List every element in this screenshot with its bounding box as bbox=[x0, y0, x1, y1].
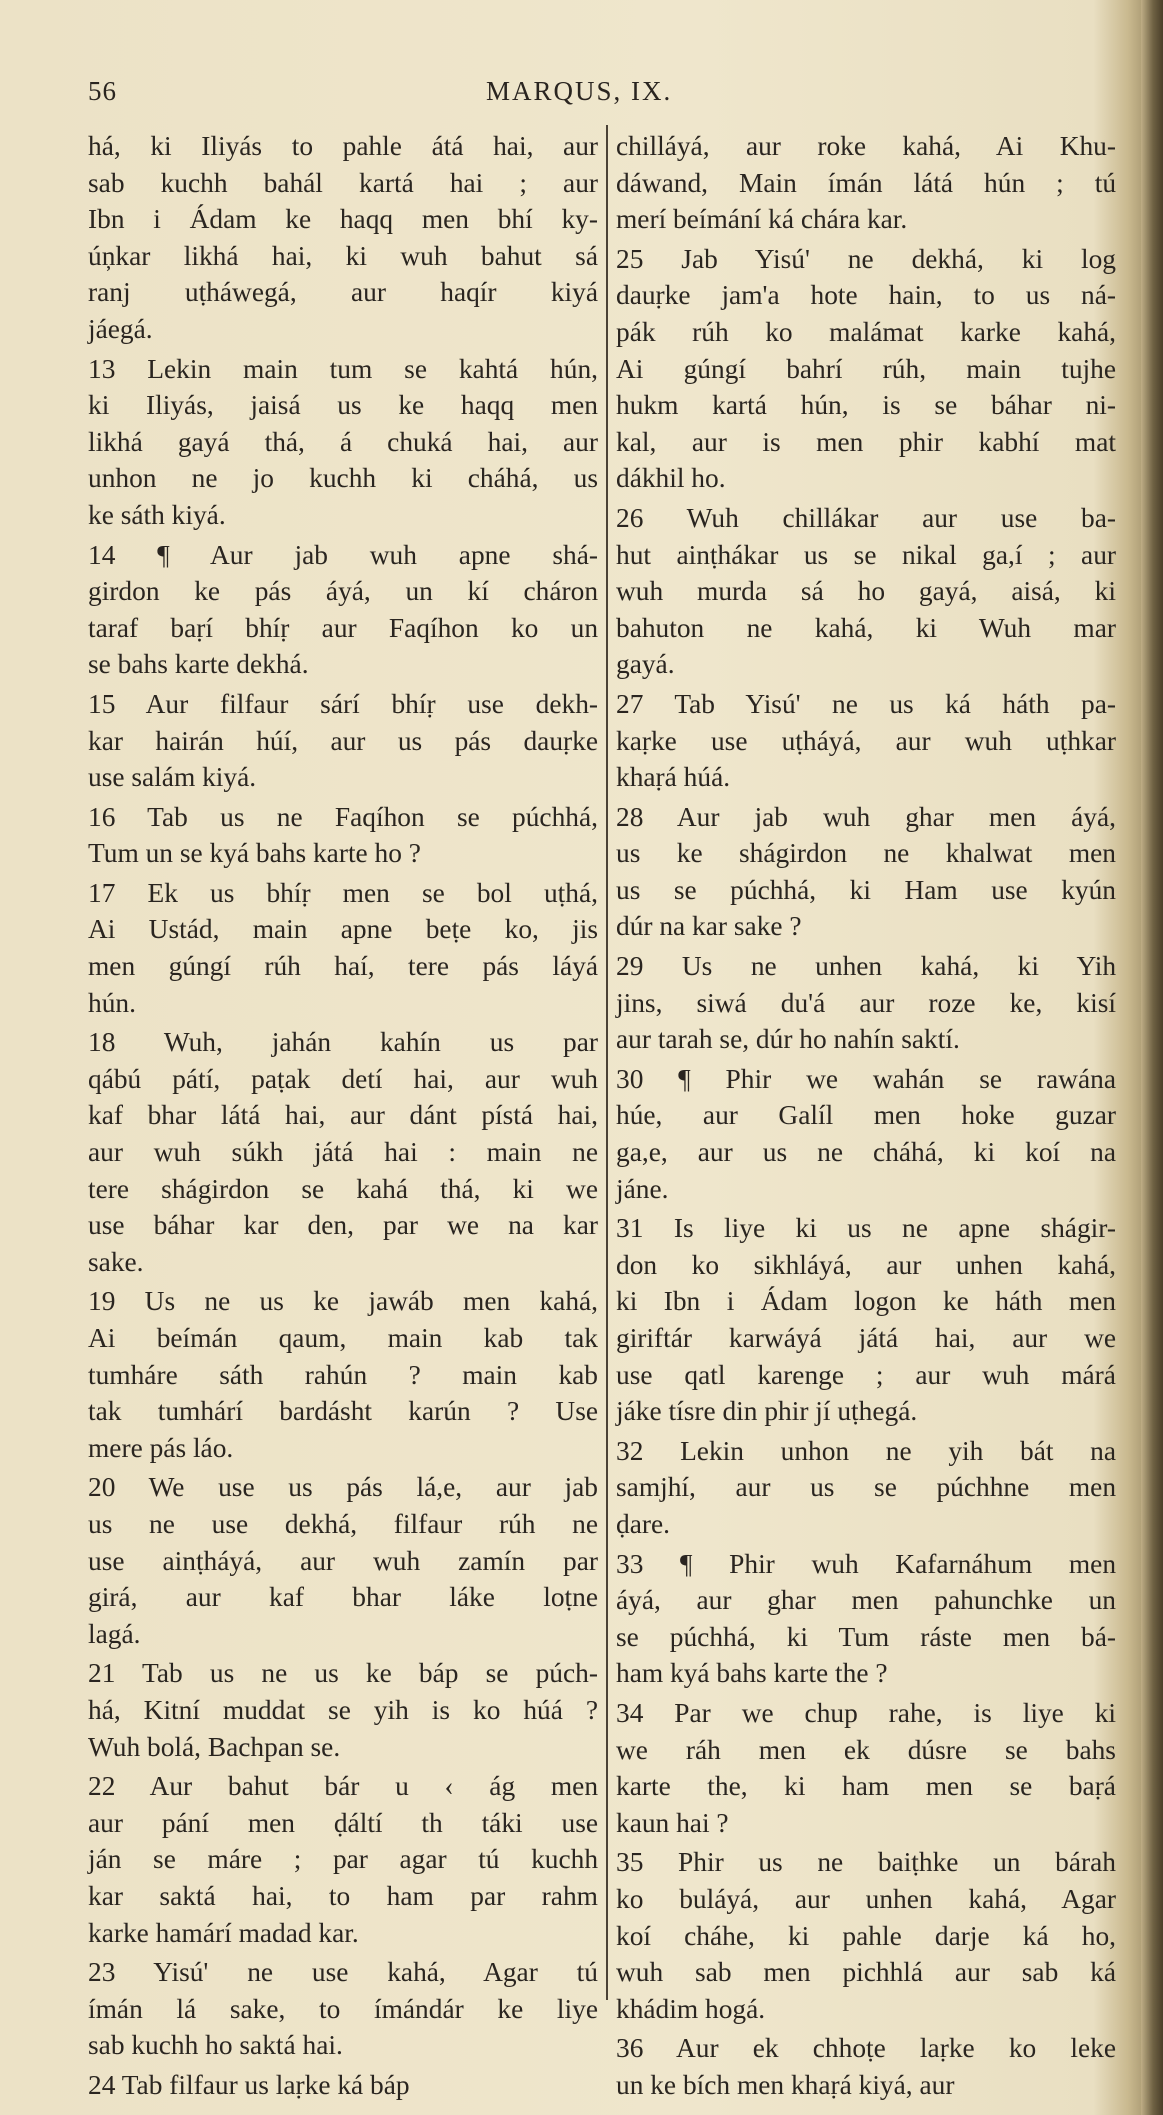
text-line: ke sáth kiyá. bbox=[88, 499, 226, 530]
text-line: kaṛke use uṭháyá, aur wuh uṭhkar bbox=[616, 725, 1117, 756]
text-line: húe, aur Galíl men hoke guzar bbox=[616, 1100, 1117, 1131]
text-line: 13 Lekin main tum se kahtá hún, bbox=[88, 353, 598, 384]
text-line: us ne use dekhá, filfaur rúh ne bbox=[88, 1508, 599, 1539]
text-line: sab kuchh bahál kartá hai ; aur bbox=[88, 167, 599, 198]
text-line: úņkar likhá hai, ki wuh bahut sá bbox=[88, 240, 598, 271]
text-line: pák rúh ko malámat karke kahá, bbox=[616, 316, 1117, 347]
text-line: jáegá. bbox=[88, 313, 153, 344]
text-line: 25 Jab Yisú' ne dekhá, ki log bbox=[616, 243, 1116, 274]
text-line: 31 Is liye ki us ne apne shágir- bbox=[616, 1213, 1116, 1244]
text-line: 33 ¶ Phir wuh Kafarnáhum men bbox=[616, 1548, 1117, 1579]
text-line: taraf baṛí bhíṛ aur Faqíhon ko un bbox=[88, 612, 599, 643]
text-line: chilláyá, aur roke kahá, Ai Khu- bbox=[616, 131, 1116, 161]
text-line: ko buláyá, aur unhen kahá, Agar bbox=[616, 1883, 1116, 1914]
text-line: dákhil ho. bbox=[616, 463, 726, 494]
text-line: há, ki Iliyás to pahle átá hai, aur bbox=[88, 131, 599, 161]
text-line: use báhar kar den, par we na kar bbox=[88, 1210, 598, 1241]
left-text-column bbox=[88, 128, 598, 2103]
text-line: un ke bích men khaṛá kiyá, aur bbox=[616, 2069, 955, 2100]
text-line: Ibn i Ádam ke haqq men bhí ky- bbox=[88, 204, 598, 235]
text-line: unhon ne jo kuchh ki cháhá, us bbox=[88, 463, 599, 494]
text-line: dauṛke jam'a hote hain, to us ná- bbox=[616, 280, 1116, 311]
text-line: kar saktá hai, to ham par rahm bbox=[88, 1880, 598, 1911]
text-line: jins, siwá du'á aur roze ke, kisí bbox=[616, 987, 1116, 1018]
text-line: we ráh men ek dúsre se bahs bbox=[616, 1734, 1116, 1765]
text-line: 27 Tab Yisú' ne us ká háth pa- bbox=[616, 688, 1116, 719]
text-line: 29 Us ne unhen kahá, ki Yih bbox=[616, 951, 1117, 982]
text-line: 30 ¶ Phir we wahán se rawána bbox=[616, 1063, 1116, 1094]
text-line: khaṛá húá. bbox=[616, 762, 731, 793]
text-line: 17 Ek us bhíṛ men se bol uṭhá, bbox=[88, 877, 598, 908]
text-line: karke hamárí madad kar. bbox=[88, 1917, 359, 1948]
text-line: 16 Tab us ne Faqíhon se púchhá, bbox=[88, 801, 598, 832]
text-line: áyá, aur ghar men pahunchke un bbox=[616, 1585, 1116, 1616]
text-line: bahuton ne kahá, ki Wuh mar bbox=[616, 612, 1116, 643]
text-line: 15 Aur filfaur sárí bhíṛ use dekh- bbox=[88, 688, 599, 719]
text-line: há, Kitní muddat se yih is ko húá ? bbox=[88, 1694, 599, 1725]
text-line: aur pání men ḍáltí th táki use bbox=[88, 1807, 599, 1838]
text-line: dúr na kar sake ? bbox=[616, 911, 802, 942]
text-line: jáne. bbox=[616, 1173, 669, 1204]
text-line: qábú pátí, paṭak detí hai, aur wuh bbox=[88, 1063, 598, 1094]
text-line: khádim hogá. bbox=[616, 1993, 766, 2024]
text-line: tere shágirdon se kahá thá, ki we bbox=[88, 1173, 598, 1204]
text-line: ki Ibn i Ádam logon ke háth men bbox=[616, 1286, 1116, 1317]
text-line: aur tarah se, dúr ho nahín saktí. bbox=[616, 1024, 960, 1055]
page-edge-shadow bbox=[1141, 0, 1163, 2115]
text-line: 34 Par we chup rahe, is liye ki bbox=[616, 1697, 1116, 1728]
text-line: 22 Aur bahut bár u ‹ ág men bbox=[88, 1771, 599, 1802]
text-line: ímán lá sake, to ímándár ke liye bbox=[88, 1993, 598, 2024]
text-line: Ai gúngí bahrí rúh, main tujhe bbox=[616, 353, 1116, 384]
text-line: men gúngí rúh haí, tere pás láyá bbox=[88, 951, 598, 982]
text-line: us se púchhá, ki Ham use kyún bbox=[616, 874, 1117, 905]
text-line: use qatl karenge ; aur wuh márá bbox=[616, 1359, 1116, 1390]
text-line: girdon ke pás áyá, un kí cháron bbox=[88, 576, 599, 607]
text-line: tak tumhárí bardásht karún ? Use bbox=[88, 1396, 599, 1427]
text-line: girá, aur kaf bhar láke loṭne bbox=[88, 1582, 598, 1613]
text-line: 24 Tab filfaur us laṛke ká báp bbox=[88, 2069, 410, 2100]
column-divider bbox=[606, 125, 608, 2000]
text-line: Tum un se kyá bahs karte ho ? bbox=[88, 838, 421, 869]
text-line: 32 Lekin unhon ne yih bát na bbox=[616, 1435, 1116, 1466]
text-line: giriftár karwáyá játá hai, aur we bbox=[616, 1323, 1117, 1353]
text-line: likhá gayá thá, á chuká hai, aur bbox=[88, 426, 598, 457]
text-line: kaf bhar látá hai, aur dánt pístá hai, bbox=[88, 1100, 598, 1131]
text-line: 23 Yisú' ne use kahá, Agar tú bbox=[88, 1957, 598, 1988]
text-line: don ko sikhláyá, aur unhen kahá, bbox=[616, 1249, 1117, 1280]
text-line: ki Iliyás, jaisá us ke haqq men bbox=[88, 390, 598, 421]
text-line: ham kyá bahs karte the ? bbox=[616, 1658, 888, 1689]
page-number: 56 bbox=[88, 76, 117, 106]
text-line: ranj uṭháwegá, aur haqír kiyá bbox=[88, 277, 598, 308]
text-line: jáke tísre din phir jí uṭhegá. bbox=[616, 1396, 918, 1427]
text-line: us ke shágirdon ne khalwat men bbox=[616, 838, 1116, 869]
text-line: 14 ¶ Aur jab wuh apne shá- bbox=[88, 539, 599, 570]
text-line: use ainṭháyá, aur wuh zamín par bbox=[88, 1545, 599, 1576]
text-line: merí beímání ká chára kar. bbox=[616, 204, 908, 235]
text-line: koí cháhe, ki pahle darje ká ho, bbox=[616, 1920, 1116, 1951]
text-line: Ai beímán qaum, main kab tak bbox=[88, 1323, 598, 1353]
text-line: Wuh bolá, Bachpan se. bbox=[88, 1731, 341, 1762]
text-line: wuh sab men pichhlá aur sab ká bbox=[616, 1957, 1117, 1988]
page-header bbox=[88, 76, 1108, 120]
right-text-column bbox=[616, 128, 1116, 2103]
text-line: 20 We use us pás lá,e, aur jab bbox=[88, 1472, 598, 1503]
text-line: wuh murda sá ho gayá, aisá, ki bbox=[616, 576, 1116, 607]
text-line: ḍare. bbox=[616, 1508, 670, 1539]
text-line: 21 Tab us ne us ke báp se púch- bbox=[88, 1658, 598, 1689]
text-line: dáwand, Main ímán látá hún ; tú bbox=[616, 167, 1117, 198]
text-line: kal, aur is men phir kabhí mat bbox=[616, 426, 1116, 457]
text-line: 35 Phir us ne baiṭhke un bárah bbox=[616, 1847, 1116, 1878]
text-line: lagá. bbox=[88, 1618, 141, 1649]
text-line: 28 Aur jab wuh ghar men áyá, bbox=[616, 801, 1116, 832]
text-line: 36 Aur ek chhoṭe laṛke ko leke bbox=[616, 2033, 1116, 2064]
text-line: aur wuh súkh játá hai : main ne bbox=[88, 1137, 599, 1168]
text-line: 19 Us ne us ke jawáb men kahá, bbox=[88, 1286, 599, 1317]
text-line: hut ainṭhákar us se nikal ga,í ; aur bbox=[616, 539, 1117, 570]
text-line: sab kuchh ho saktá hai. bbox=[88, 2030, 343, 2061]
text-line: tumháre sáth rahún ? main kab bbox=[88, 1359, 598, 1390]
text-line: se bahs karte dekhá. bbox=[88, 649, 309, 680]
text-line: kar hairán húí, aur us pás dauṛke bbox=[88, 725, 599, 756]
text-line: samjhí, aur us se púchhne men bbox=[616, 1472, 1117, 1503]
text-line: hukm kartá hún, is se báhar ni- bbox=[616, 390, 1117, 421]
text-line: gayá. bbox=[616, 649, 675, 680]
text-line: 26 Wuh chillákar aur use ba- bbox=[616, 502, 1117, 533]
text-line: sake. bbox=[88, 1246, 144, 1277]
running-title: MARQUS, IX. bbox=[486, 76, 673, 106]
text-line: 18 Wuh, jahán kahín us par bbox=[88, 1027, 599, 1058]
text-line: hún. bbox=[88, 987, 136, 1018]
text-line: ga,e, aur us ne cháhá, ki koí na bbox=[616, 1137, 1117, 1168]
text-line: kaun hai ? bbox=[616, 1807, 729, 1838]
text-line: se púchhá, ki Tum ráste men bá- bbox=[616, 1621, 1116, 1652]
text-line: Ai Ustád, main apne beṭe ko, jis bbox=[88, 914, 599, 945]
text-line: mere pás láo. bbox=[88, 1432, 234, 1463]
text-line: ján se máre ; par agar tú kuchh bbox=[88, 1844, 599, 1875]
text-line: karte the, ki ham men se baṛá bbox=[616, 1771, 1116, 1802]
text-line: use salám kiyá. bbox=[88, 762, 257, 793]
